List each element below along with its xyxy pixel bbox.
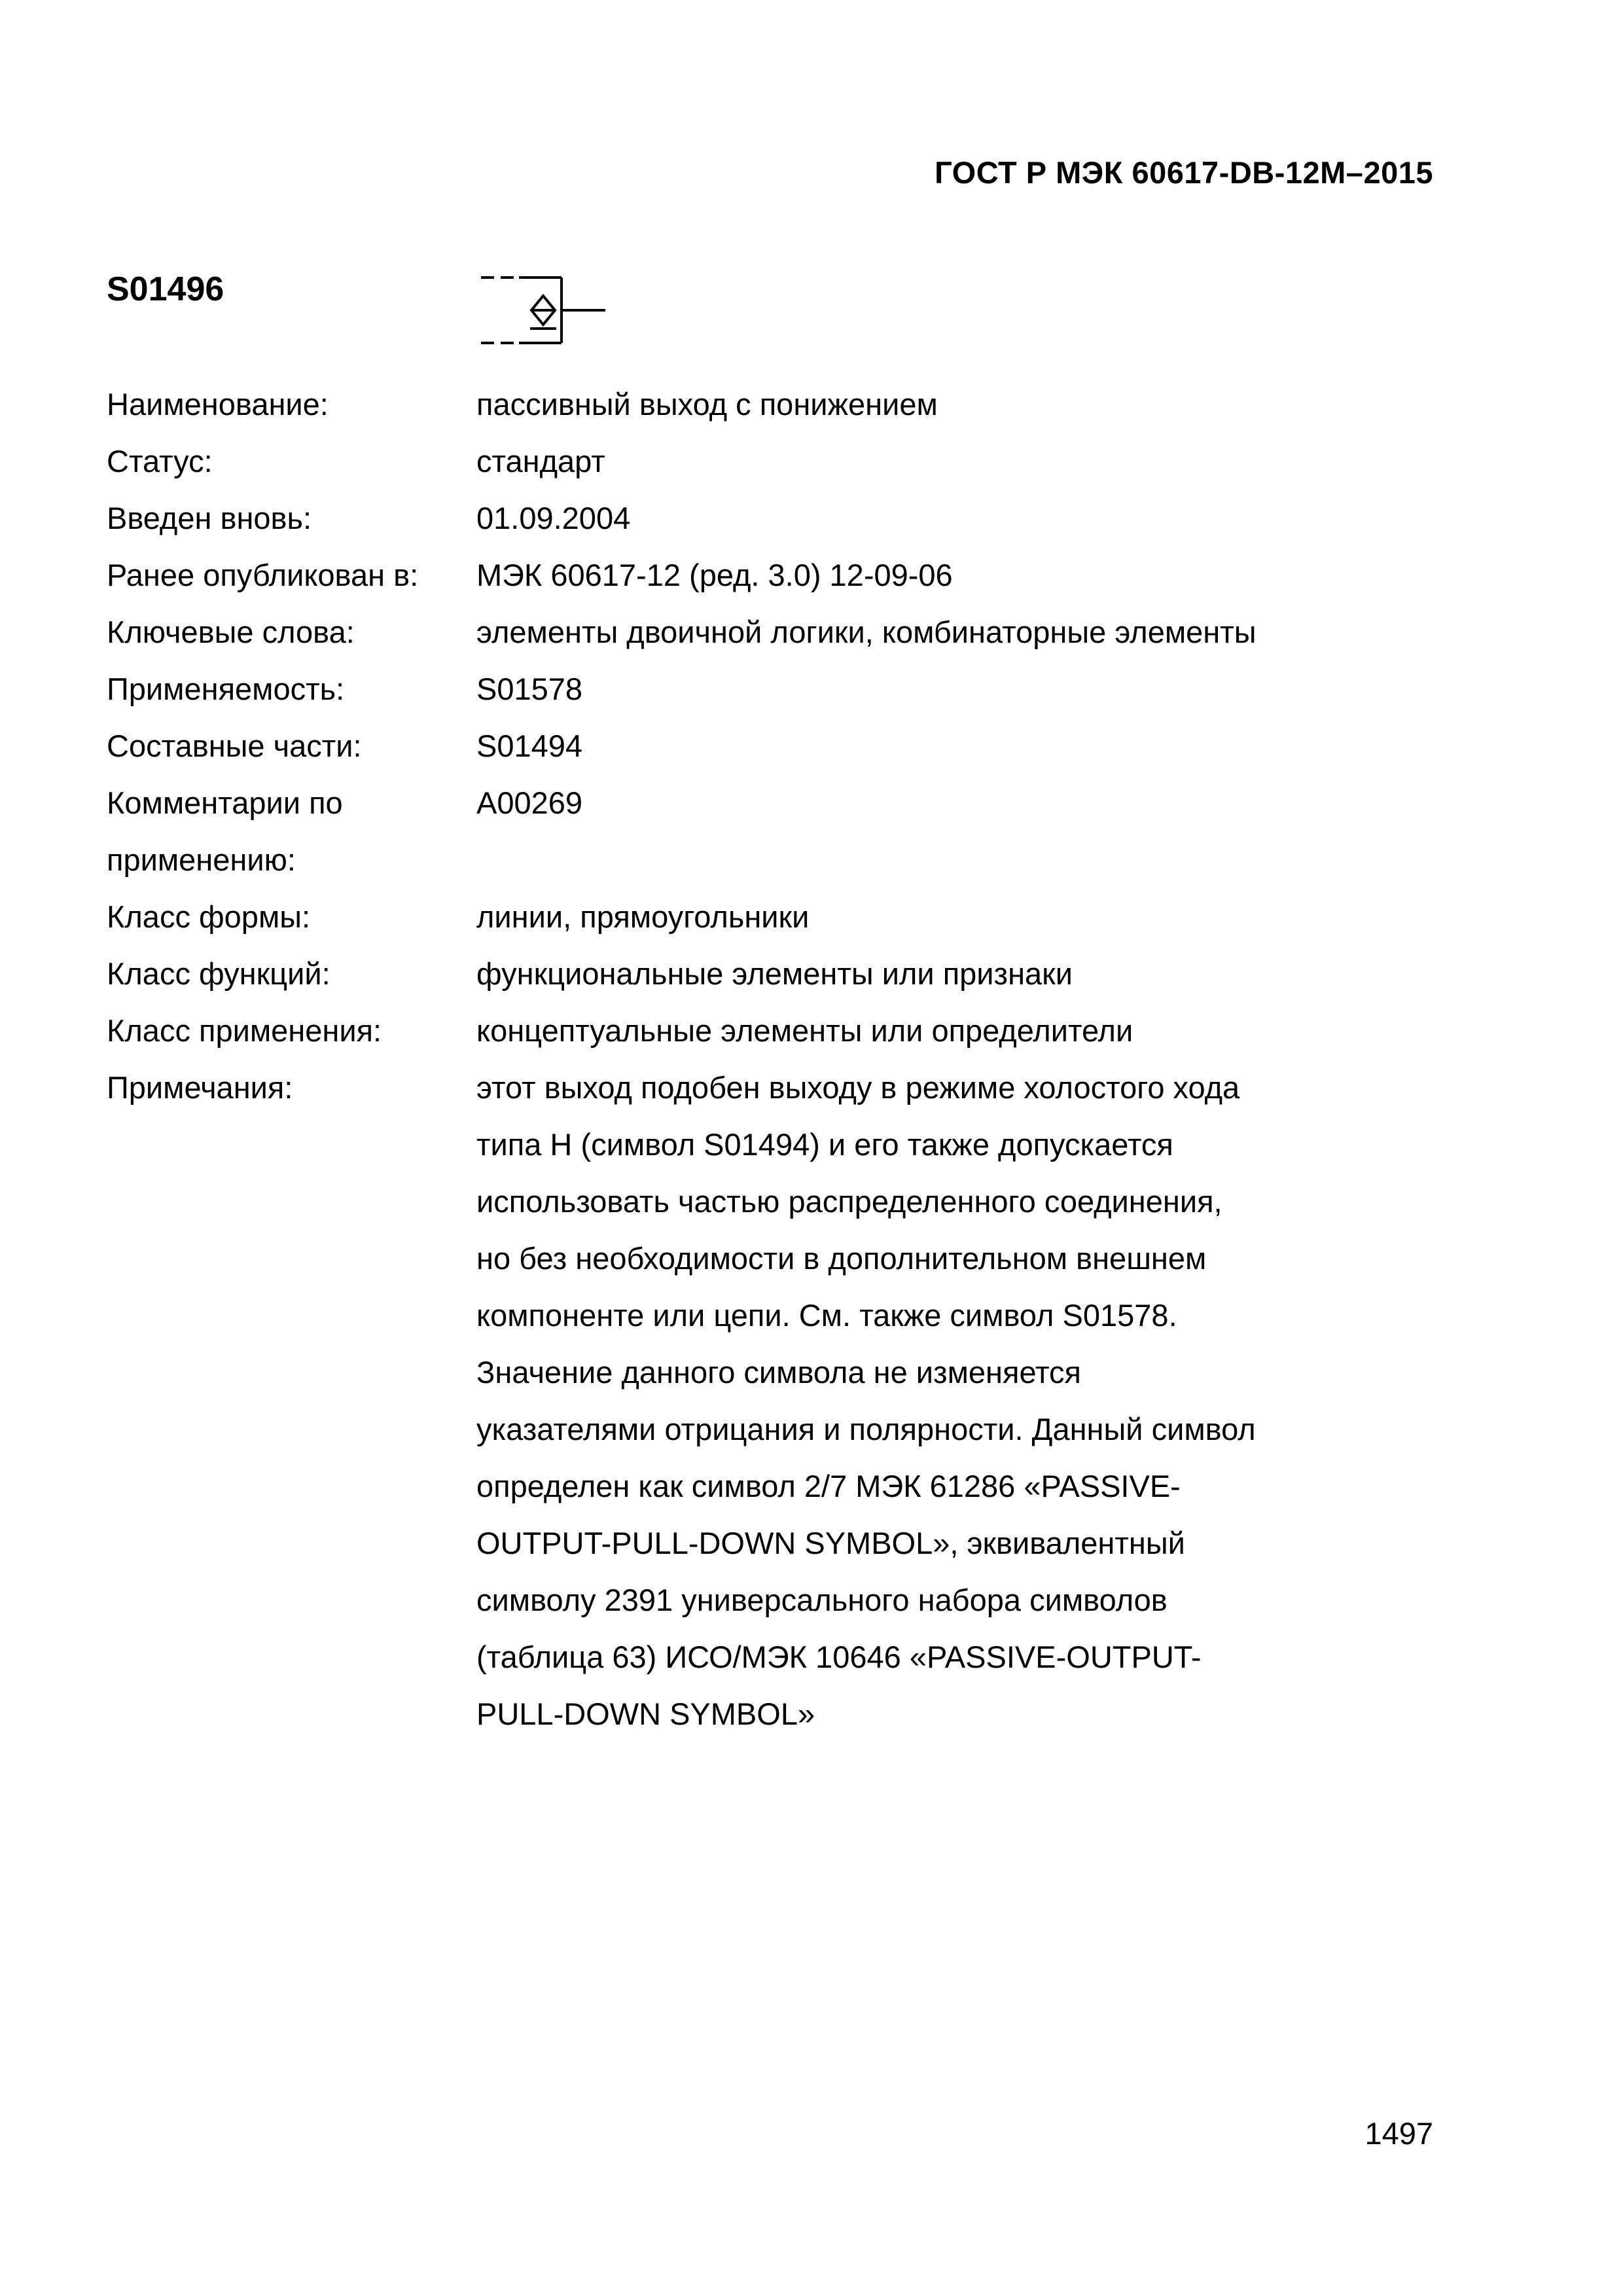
property-introduced xyxy=(107,490,1448,547)
notes-line: символу 2391 универсального набора символов xyxy=(476,1583,1168,1617)
document-standard-header: ГОСТ Р МЭК 60617-DB-12M–2015 xyxy=(935,155,1433,190)
symbol-id: S01496 xyxy=(107,270,224,308)
property-value: A00269 xyxy=(476,785,583,820)
property-value: S01494 xyxy=(476,728,583,763)
notes-line: определен как символ 2/7 МЭК 61286 «PASSIVE- xyxy=(476,1469,1181,1503)
property-label: Наименование: xyxy=(107,387,329,422)
property-value: элементы двоичной логики, комбинаторные элементы xyxy=(476,615,1257,649)
property-application-class xyxy=(107,1002,1448,1059)
property-label: Примечания: xyxy=(107,1070,293,1105)
passive-output-pull-down-icon xyxy=(478,270,609,351)
page-number: 1497 xyxy=(1364,2116,1433,2151)
property-label: Комментарии по применению: xyxy=(107,785,343,877)
notes-line: использовать частью распределенного соединения, xyxy=(476,1184,1222,1219)
property-application-comments xyxy=(107,774,1448,888)
property-label: Ключевые слова: xyxy=(107,615,355,649)
notes-text xyxy=(476,1059,1448,1742)
notes-line: компоненте или цепи. См. также символ S01578. xyxy=(476,1298,1177,1333)
property-function-class xyxy=(107,945,1448,1002)
property-applicability xyxy=(107,660,1448,717)
property-label: Класс формы: xyxy=(107,899,311,934)
property-value: стандарт xyxy=(476,444,605,478)
property-label: Применяемость: xyxy=(107,672,345,706)
property-keywords xyxy=(107,603,1448,660)
property-label: Составные части: xyxy=(107,728,362,763)
property-value: S01578 xyxy=(476,672,583,706)
notes-line: указателями отрицания и полярности. Данный символ xyxy=(476,1412,1256,1446)
property-value: концептуальные элементы или определители xyxy=(476,1013,1133,1048)
property-label: Статус: xyxy=(107,444,213,478)
notes-line: (таблица 63) ИСО/МЭК 10646 «PASSIVE-OUTPUT- xyxy=(476,1640,1202,1674)
property-status xyxy=(107,433,1448,490)
property-value: МЭК 60617-12 (ред. 3.0) 12-09-06 xyxy=(476,558,953,592)
notes-line: OUTPUT-PULL-DOWN SYMBOL», эквивалентный xyxy=(476,1526,1185,1560)
property-label: Ранее опубликован в: xyxy=(107,558,419,592)
property-components xyxy=(107,717,1448,774)
property-notes xyxy=(107,1059,1448,1742)
property-label: Введен вновь: xyxy=(107,501,312,535)
notes-line: этот выход подобен выходу в режиме холостого хода xyxy=(476,1070,1240,1105)
property-value: функциональные элементы или признаки xyxy=(476,956,1073,991)
notes-line: PULL-DOWN SYMBOL» xyxy=(476,1696,815,1731)
property-value: 01.09.2004 xyxy=(476,501,631,535)
property-label: Класс применения: xyxy=(107,1013,382,1048)
properties-list xyxy=(107,376,1448,1742)
property-shape-class xyxy=(107,888,1448,945)
notes-line: типа H (символ S01494) и его также допускается xyxy=(476,1127,1173,1162)
property-label: Класс функций: xyxy=(107,956,330,991)
property-name xyxy=(107,376,1448,433)
property-previously-published xyxy=(107,547,1448,603)
notes-line: но без необходимости в дополнительном внешнем xyxy=(476,1241,1207,1276)
notes-line: Значение данного символа не изменяется xyxy=(476,1355,1081,1390)
property-value: пассивный выход с понижением xyxy=(476,387,938,422)
property-value: линии, прямоугольники xyxy=(476,899,810,934)
